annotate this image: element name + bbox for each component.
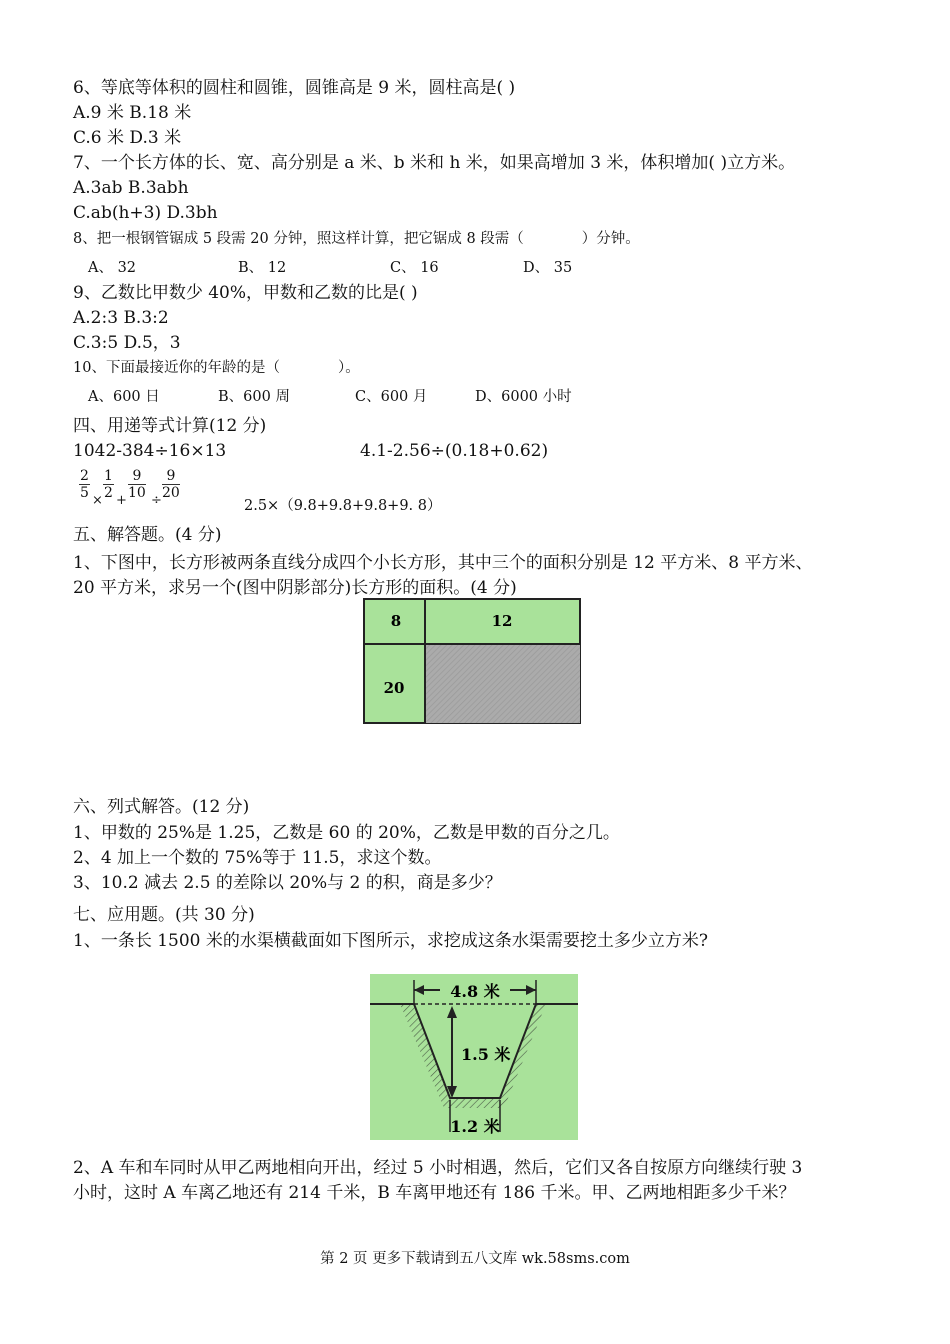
s7-q2-line2: 小时，这时 A 车离乙地还有 214 千米，B 车离甲地还有 186 千米。甲、乙两地相距多少千米？ bbox=[73, 1183, 796, 1203]
s5-q1-line1: 1、下图中，长方形被两条直线分成四个小长方形，其中三个的面积分别是 12 平方米、8 平方米、 bbox=[73, 553, 813, 573]
q9-stem: 9、乙数比甲数少 40%，甲数和乙数的比是( ) bbox=[73, 283, 418, 303]
rectangle-areas-figure bbox=[363, 598, 583, 726]
fraction-1 bbox=[79, 468, 90, 501]
q7-options-cd: C.ab(h+3) D.3bh bbox=[73, 203, 218, 223]
q8-option-a: A、 32 bbox=[88, 260, 137, 276]
q8-option-d: D、 35 bbox=[523, 260, 573, 276]
bottom-width-label: 1.2 米 bbox=[450, 1117, 500, 1136]
q10-stem: 10、下面最接近你的年龄的是（ ）。 bbox=[73, 360, 360, 376]
s7-q1: 1、一条长 1500 米的水渠横截面如下图所示，求挖成这条水渠需要挖土多少立方米? bbox=[73, 931, 708, 951]
fraction-2-numerator: 1 bbox=[104, 468, 113, 484]
fraction-4-numerator: 9 bbox=[162, 468, 180, 485]
q8-stem: 8、把一根钢管锯成 5 段需 20 分钟，照这样计算，把它锯成 8 段需（ ）分钟。 bbox=[73, 231, 640, 247]
area-label-8: 8 bbox=[390, 612, 402, 630]
fraction-1-numerator: 2 bbox=[80, 468, 89, 484]
section4-title: 四、用递等式计算(12 分) bbox=[73, 416, 267, 436]
operator-2: + bbox=[116, 493, 127, 508]
expr-1: 1042-384÷16×13 bbox=[73, 441, 227, 461]
s6-q2: 2、4 加上一个数的 75%等于 11.5，求这个数。 bbox=[73, 848, 442, 868]
canal-cross-section-figure bbox=[370, 974, 578, 1140]
top-width-label: 4.8 米 bbox=[450, 982, 500, 1001]
fraction-3-denominator: 10 bbox=[128, 485, 146, 501]
q9-options-cd: C.3:5 D.5，3 bbox=[73, 333, 181, 353]
fraction-3 bbox=[128, 468, 146, 501]
q6-options-cd: C.6 米 D.3 米 bbox=[73, 128, 182, 148]
area-label-12: 12 bbox=[491, 612, 513, 630]
section5-title: 五、解答题。(4 分) bbox=[73, 525, 222, 545]
fraction-3-numerator: 9 bbox=[128, 468, 146, 485]
height-label: 1.5 米 bbox=[461, 1045, 511, 1064]
q10-option-c: C、600 月 bbox=[355, 389, 428, 405]
fraction-2 bbox=[103, 468, 114, 501]
fraction-2-denominator: 2 bbox=[104, 485, 113, 501]
fraction-4 bbox=[162, 468, 180, 501]
section6-title: 六、列式解答。(12 分) bbox=[73, 797, 250, 817]
q6-stem: 6、等底等体积的圆柱和圆锥，圆锥高是 9 米，圆柱高是( ) bbox=[73, 78, 516, 98]
s5-q1-line2: 20 平方米，求另一个(图中阴影部分)长方形的面积。(4 分) bbox=[73, 578, 517, 598]
operator-1: × bbox=[92, 493, 103, 508]
s6-q1: 1、甲数的 25%是 1.25，乙数是 60 的 20%，乙数是甲数的百分之几。 bbox=[73, 823, 620, 843]
section7-title: 七、应用题。(共 30 分) bbox=[73, 905, 255, 925]
operator-3: ÷ bbox=[151, 493, 162, 508]
q7-options-ab: A.3ab B.3abh bbox=[73, 178, 189, 198]
q10-option-b: B、600 周 bbox=[218, 389, 290, 405]
s7-q2-line1: 2、A 车和车同时从甲乙两地相向开出，经过 5 小时相遇，然后，它们又各自按原方向继续行驶 3 bbox=[73, 1158, 803, 1178]
q6-options-ab: A.9 米 B.18 米 bbox=[73, 103, 192, 123]
q8-option-b: B、 12 bbox=[238, 260, 287, 276]
q7-stem: 7、一个长方体的长、宽、高分别是 a 米、b 米和 h 米，如果高增加 3 米，体积增加( )立方米。 bbox=[73, 153, 796, 173]
fraction-4-denominator: 20 bbox=[162, 485, 180, 501]
expr-4: 2.5×（9.8+9.8+9.8+9. 8） bbox=[244, 498, 442, 514]
q10-option-a: A、600 日 bbox=[88, 389, 160, 405]
s6-q3: 3、10.2 减去 2.5 的差除以 20%与 2 的积，商是多少？ bbox=[73, 873, 502, 893]
expr-2: 4.1-2.56÷(0.18+0.62) bbox=[360, 441, 549, 461]
fraction-1-denominator: 5 bbox=[80, 485, 89, 501]
q8-option-c: C、 16 bbox=[390, 260, 439, 276]
area-label-20: 20 bbox=[383, 679, 405, 697]
page-footer: 第 2 页 更多下载请到五八文库 wk.58sms.com bbox=[320, 1251, 630, 1267]
q9-options-ab: A.2:3 B.3:2 bbox=[73, 308, 169, 328]
shaded-rect bbox=[425, 644, 580, 723]
q10-option-d: D、6000 小时 bbox=[475, 389, 572, 405]
